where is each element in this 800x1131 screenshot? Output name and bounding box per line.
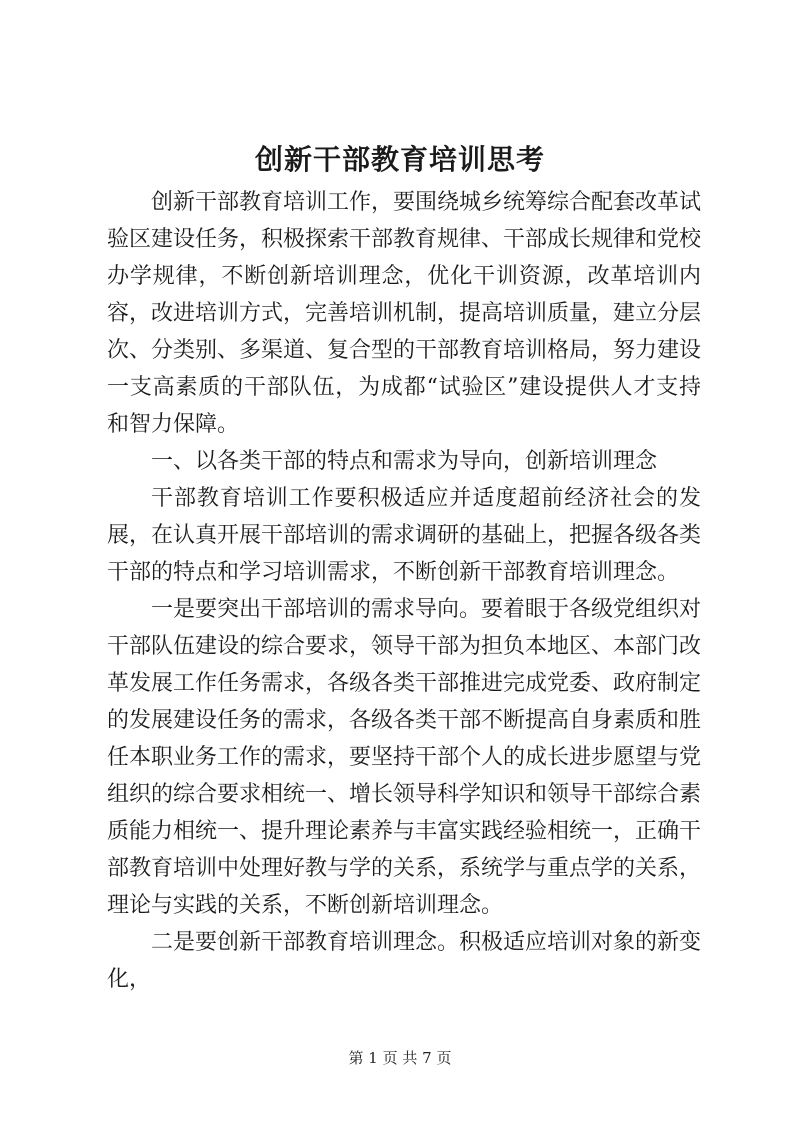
paragraph-section-1: 干部教育培训工作要积极适应并适度超前经济社会的发展，在认真开展干部培训的需求调研的基础上，把握各级各类干部的特点和学习培训需求，不断创新干部教育培训理念。 bbox=[107, 486, 702, 585]
paragraph-intro: 创新干部教育培训工作，要围绕城乡统筹综合配套改革试验区建设任务，积极探索干部教育规律、干部成长规律和党校办学规律，不断创新培训理念，优化干训资源，改革培训内容，改进培训方式，完善培训机制，提高培训质量，建立分层次、分类别、多渠道、复合型的干部教育培训格局，努力建设一支高素质的干部队伍，为成都“试验区”建设提供人才支持和智力保障。 bbox=[107, 190, 702, 437]
document-body bbox=[107, 184, 701, 998]
paragraph-point-2: 二是要创新干部教育培训理念。积极适应培训对象的新变化， bbox=[107, 930, 702, 992]
document-title: 创新干部教育培训思考 bbox=[254, 143, 545, 176]
section-heading-1: 一、以各类干部的特点和需求为导向，创新培训理念 bbox=[151, 449, 658, 474]
paragraph-point-1: 一是要突出干部培训的需求导向。要着眼于各级党组织对干部队伍建设的综合要求，领导干部为担负本地区、本部门改革发展工作任务需求，各级各类干部推进完成党委、政府制定的发展建设任务的需求，各级各类干部不断提高自身素质和胜任本职业务工作的需求，要坚持干部个人的成长进步愿望与党组织的综合要求相统一、增长领导科学知识和领导干部综合素质能力相统一、提升理论素养与丰富实践经验相统一，正确干部教育培训中处理好教与学的关系，系统学与重点学的关系，理论与实践的关系，不断创新培训理念。 bbox=[107, 597, 702, 918]
page-footer: 第 1 页 共 7 页 bbox=[348, 1049, 452, 1067]
